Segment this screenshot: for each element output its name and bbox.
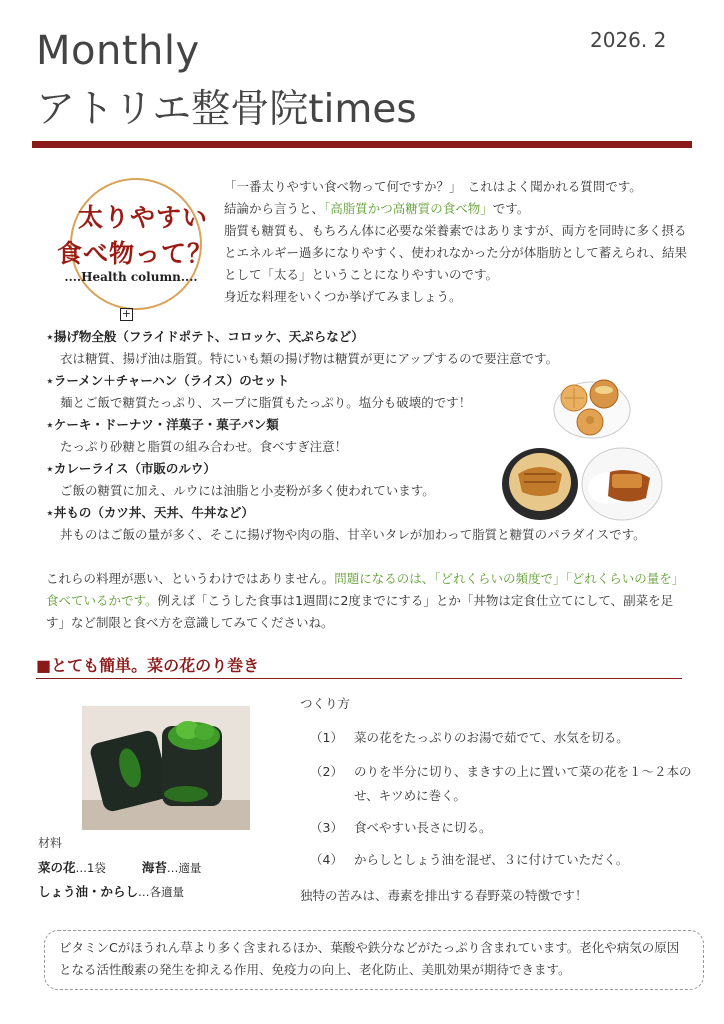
badge-title-line2: 食べ物って？	[56, 239, 213, 268]
katsudon-curry-illustration	[500, 444, 666, 524]
food-item	[46, 414, 516, 458]
issue-date: 2026. 2	[590, 28, 667, 52]
food-item-head: ⋆揚げ物全般（フライドポテト、コロッケ、天ぷらなど）	[46, 329, 364, 344]
food-item-body: たっぷり砂糖と脂質の組み合わせ。食べすぎ注意！	[60, 439, 348, 454]
material-row: しょう油・からし…各適量	[38, 884, 185, 899]
food-item	[46, 458, 516, 502]
food-item-body: ご飯の糖質に加え、ルウには油脂と小麦粉が多く使われています。	[60, 483, 435, 498]
nanohana-roll-photo	[82, 706, 250, 830]
food-item-body: 衣は糖質、揚げ油は脂質。特にいも類の揚げ物は糖質が更にアップするので要注意です。	[60, 351, 559, 366]
intro-line: 「一番太りやすい食べ物って何ですか？」 これはよく聞かれる質問です。	[224, 179, 642, 194]
expand-icon[interactable]: +	[121, 307, 132, 320]
recipe-step: （1） 菜の花をたっぷりのお湯で茹でて、水気を切る。	[310, 730, 629, 745]
steps-title: つくり方	[300, 696, 351, 711]
food-item-body: 丼ものはご飯の量が多く、そこに揚げ物や肉の脂、甘辛いタレが加わって脂質と糖質のパラダイスです。	[60, 527, 646, 542]
key-phrase: 問題になるのは、「どれくらいの頻度で」「どれくらいの量を」食べているかです。	[46, 571, 685, 608]
newsletter-title-clinic: アトリエ整骨院times	[36, 87, 417, 132]
food-item	[46, 502, 646, 546]
food-item-head: ⋆ラーメン＋チャーハン（ライス）のセット	[46, 373, 290, 388]
column-conclusion: これらの料理が悪い、というわけではありません。問題になるのは、「どれくらいの頻度で」「どれくらいの量を」食べているかです。例えば「こうした食事は1週間に2度までにする」とか「丼物は定食仕立てにして、副菜を足す」など制限と食べ方を意識してみてくださいね。	[46, 571, 685, 630]
food-item-head: ⋆カレーライス（市販のルウ）	[46, 461, 216, 476]
bread-plate-illustration	[552, 376, 632, 440]
recipe-divider	[36, 678, 682, 679]
recipe-step: （2） のりを半分に切り、まきすの上に置いて菜の花を１～２本のせ、キツめに巻く。	[310, 764, 692, 803]
food-item-head: ⋆丼もの（カツ丼、天丼、牛丼など）	[46, 505, 254, 520]
newsletter-title-monthly: Monthly	[36, 28, 200, 74]
key-phrase: 「高脂質かつ高糖質の食べ物」	[324, 201, 493, 216]
intro-line: 脂質も糖質も、もちろん体に必要な栄養素ではありますが、両方を同時に多く摂るとエネルギー過多になりやすく、使われなかった分が体脂肪として蓄えられ、結果として「太る」ということになりやすいのです。	[224, 223, 688, 282]
food-item	[46, 326, 559, 370]
food-item-head: ⋆ケーキ・ドーナツ・洋菓子・菓子パン類	[46, 417, 279, 432]
food-item-body: 麺とご飯で糖質たっぷり、スープに脂質もたっぷり。塩分も破壊的です！	[60, 395, 472, 410]
column-intro	[224, 176, 694, 308]
recipe-section-title: ■とても簡単。菜の花のり巻き	[36, 656, 260, 675]
recipe-step: （3） 食べやすい長さに切る。	[310, 820, 492, 835]
recipe-note: 独特の苦みは、毒素を排出する春野菜の特徴です！	[300, 888, 588, 903]
intro-line: 身近な料理をいくつか挙げてみましょう。	[224, 289, 462, 304]
header-divider	[32, 141, 692, 148]
badge-subtitle: ....Health column....	[64, 270, 198, 284]
nutrition-info-box: ビタミンCがほうれん草より多く含まれるほか、葉酸や鉄分などがたっぷり含まれています。老化や病気の原因となる活性酸素の発生を抑える作用、免疫力の向上、老化防止、美肌効果が期待できます。	[44, 930, 704, 990]
health-column-badge	[56, 178, 226, 320]
recipe-step: （4） からしとしょう油を混ぜ、３に付けていただく。	[310, 852, 629, 867]
food-item	[46, 370, 516, 414]
food-list	[46, 326, 646, 546]
material-row: 菜の花…1袋 海苔…適量	[38, 860, 202, 875]
intro-line: 結論から言うと、「高脂質かつ高糖質の食べ物」です。	[224, 201, 530, 216]
badge-title-line1: 太りやすい	[77, 203, 208, 232]
materials-label: 材料	[38, 836, 63, 850]
